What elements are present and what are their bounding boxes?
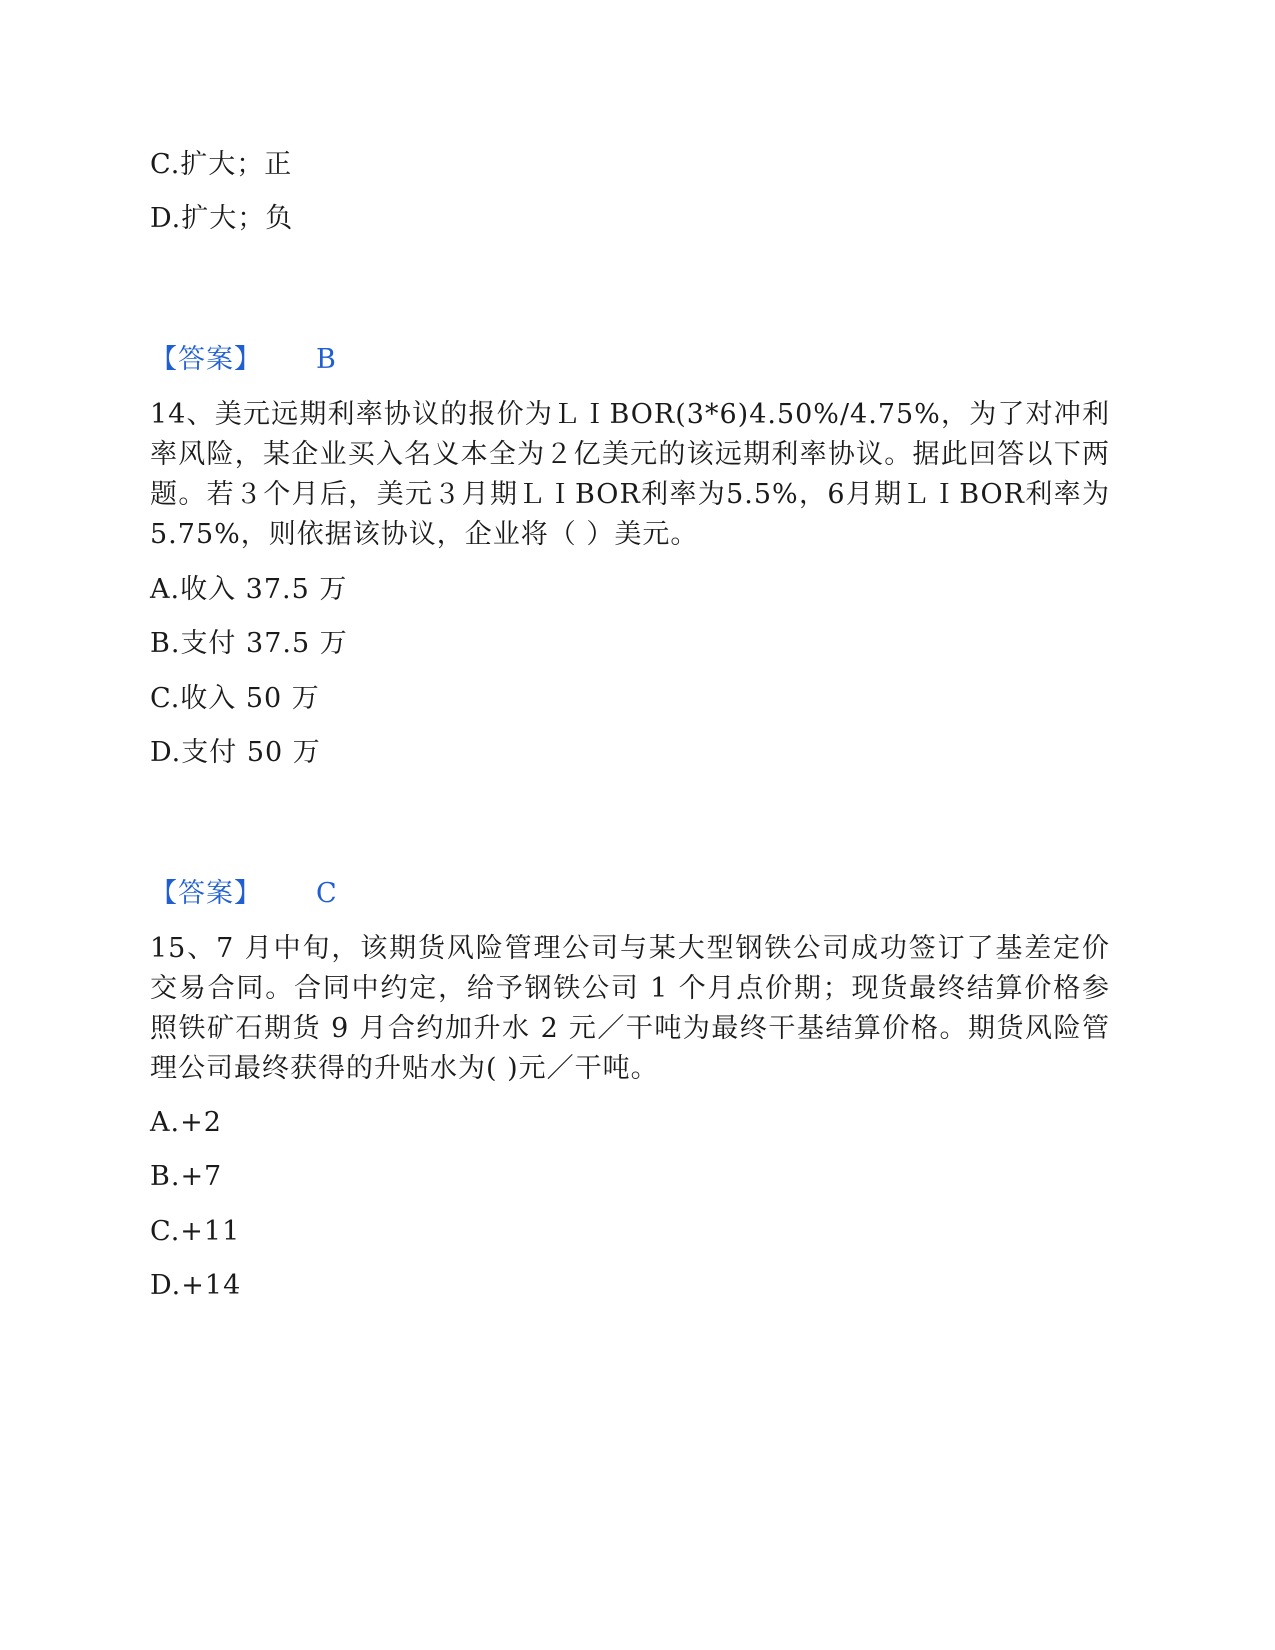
answer-label: 【答案】 [150,878,262,909]
q13-option-c [150,145,292,185]
option-text: 扩大；正 [180,149,293,180]
option-letter: C. [150,1216,181,1247]
option-letter: A. [150,1107,181,1138]
q15-stem: 15、7 月中旬，该期货风险管理公司与某大型钢铁公司成功签订了基差定价交易合同。合同中约定，给予钢铁公司 1 个月点价期；现货最终结算价格参照铁矿石期货 9 月合约加升水 2 元／干吨为最终干基结算价格。期货风险管理公司最终获得的升贴水为( )元／干吨。 [150,933,1110,1084]
answer-value: B [316,344,337,375]
option-text: 收入 37.5 万 [180,574,348,605]
q13-option-d [150,199,293,239]
option-letter: D. [150,737,182,768]
option-text: 收入 50 万 [180,683,320,714]
q13-answer [150,340,337,380]
q15-option-c [150,1212,240,1252]
answer-label: 【答案】 [150,344,262,375]
q15-option-d [150,1266,241,1306]
q15-option-a [150,1103,222,1143]
answer-value: C [316,878,338,909]
option-letter: C. [150,149,181,180]
option-letter: B. [150,1161,181,1192]
option-text: +7 [180,1161,223,1192]
q15-option-b [150,1157,222,1197]
q14-stem: 14、美元远期利率协议的报价为ＬＩBOR(3*6)4.50%/4.75%，为了对冲利率风险，某企业买入名义本全为２亿美元的该远期利率协议。据此回答以下两题。若３个月后，美元３月期ＬＩBOR利率为5.5%，6月期ＬＩBOR利率为5.75%，则依据该协议，企业将（ ）美元。 [150,399,1110,550]
q14-answer [150,874,338,914]
option-text: 支付 37.5 万 [180,628,348,659]
option-letter: B. [150,628,181,659]
option-text: +14 [181,1270,242,1301]
option-text: +2 [180,1107,222,1138]
option-letter: A. [150,574,181,605]
q14-option-b [150,624,348,664]
option-letter: D. [150,1270,182,1301]
q14-option-c [150,679,320,719]
option-text: +11 [180,1216,241,1247]
option-text: 扩大；负 [181,203,294,234]
q14-option-a [150,570,347,610]
q14-option-d [150,733,321,773]
option-letter: D. [150,203,182,234]
option-text: 支付 50 万 [181,737,321,768]
option-letter: C. [150,683,181,714]
